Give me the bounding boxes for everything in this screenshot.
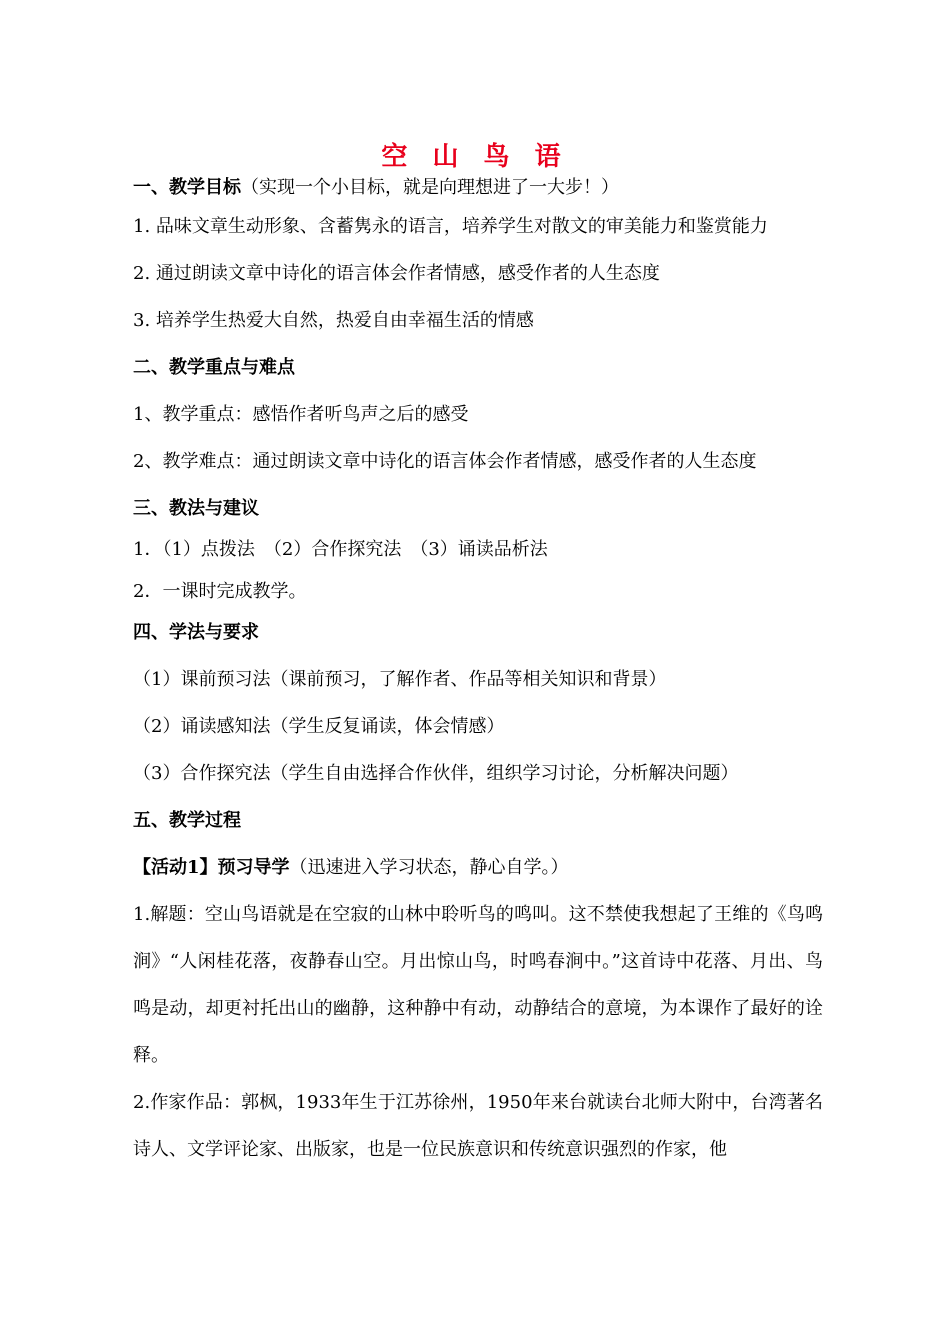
study-method-item-3: （3）合作探究法（学生自由选择合作伙伴，组织学习讨论，分析解决问题） bbox=[133, 763, 739, 784]
document-title: 空 山 鸟 语 bbox=[381, 142, 569, 172]
study-method-item-1: （1）课前预习法（课前预习，了解作者、作品等相关知识和背景） bbox=[133, 669, 667, 690]
objective-item-1: 1. 品味文章生动形象、含蓄隽永的语言，培养学生对散文的审美能力和鉴赏能力 bbox=[133, 216, 768, 237]
difficulty-item: 2、教学难点：通过朗读文章中诗化的语言体会作者情感，感受作者的人生态度 bbox=[133, 451, 757, 472]
activity-1-note: （迅速进入学习状态，静心自学。） bbox=[289, 857, 569, 878]
key-point-item: 1、教学重点：感悟作者听鸟声之后的感受 bbox=[133, 404, 469, 425]
method-item-1: 1．（1）点拨法 （2）合作探究法 （3）诵读品析法 bbox=[133, 539, 548, 560]
section-1-note: （实现一个小目标，就是向理想进了一大步！） bbox=[241, 177, 619, 198]
section-5-heading: 五、教学过程 bbox=[133, 810, 241, 831]
section-1-heading: 一、教学目标 bbox=[133, 177, 241, 198]
objective-item-2: 2. 通过朗读文章中诗化的语言体会作者情感，感受作者的人生态度 bbox=[133, 263, 660, 284]
activity-1-label: 【活动1】预习导学 bbox=[133, 857, 290, 878]
section-3-heading: 三、教法与建议 bbox=[133, 498, 259, 519]
author-paragraph: 2.作家作品：郭枫，1933年生于江苏徐州，1950年来台就读台北师大附中，台湾著名诗人、文学评论家、出版家，也是一位民族意识和传统意识强烈的作家，他 bbox=[133, 1092, 823, 1160]
explanation-paragraph: 1.解题：空山鸟语就是在空寂的山林中聆听鸟的鸣叫。这不禁使我想起了王维的《鸟鸣涧》“人闲桂花落，夜静春山空。月出惊山鸟，时鸣春涧中。”这首诗中花落、月出、鸟鸣是动，却更衬托出山的幽静，这种静中有动，动静结合的意境，为本课作了最好的诠释。 bbox=[133, 904, 823, 1066]
activity-1-line bbox=[133, 856, 569, 880]
objective-item-3: 3. 培养学生热爱大自然，热爱自由幸福生活的情感 bbox=[133, 310, 534, 331]
section-1-heading-line bbox=[133, 176, 619, 200]
study-method-item-2: （2）诵读感知法（学生反复诵读，体会情感） bbox=[133, 716, 505, 737]
section-2-heading: 二、教学重点与难点 bbox=[133, 357, 295, 378]
section-4-heading: 四、学法与要求 bbox=[133, 622, 259, 643]
method-item-2: 2．一课时完成教学。 bbox=[133, 581, 307, 602]
